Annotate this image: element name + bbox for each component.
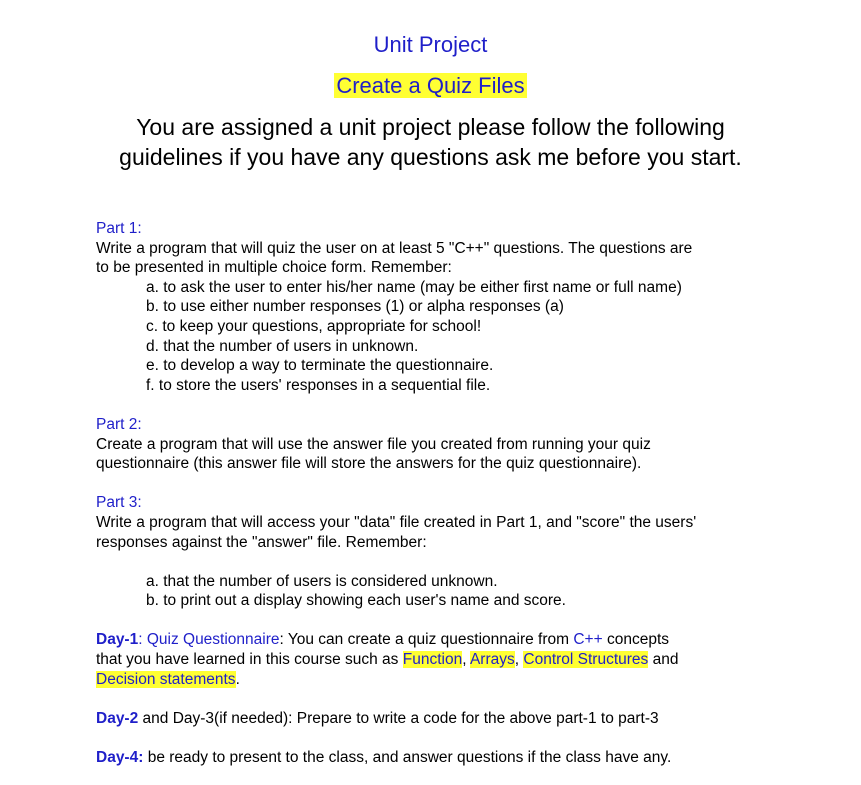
day1-line2-start: that you have learned in this course such as <box>96 651 403 669</box>
day4-line <box>96 748 796 768</box>
part1-item: c. to keep your questions, appropriate for school! <box>146 317 482 335</box>
part1-item: d. that the number of users in unknown. <box>146 337 419 355</box>
assignment-content <box>96 219 796 768</box>
page-title: Unit Project <box>373 32 488 57</box>
part3-heading: Part 3: <box>96 494 142 512</box>
part3-item: b. to print out a display showing each user's name and score. <box>146 592 566 610</box>
highlight-arrays: Arrays <box>469 651 515 669</box>
part1-item: a. to ask the user to enter his/her name (may be either first name or full name) <box>146 278 682 296</box>
day4-text: be ready to present to the class, and answer questions if the class have any. <box>143 749 672 767</box>
part1-item: f. to store the users' responses in a sequential file. <box>146 376 491 394</box>
page-subtitle-wrap <box>0 72 861 100</box>
day2-line <box>96 709 796 729</box>
part1-item: b. to use either number responses (1) or alpha responses (a) <box>146 298 564 316</box>
day1-comma: , <box>462 651 470 669</box>
day2-text: and Day-3(if needed): Prepare to write a code for the above part-1 to part-3 <box>138 709 659 727</box>
part1-list <box>96 278 796 396</box>
part2-heading: Part 2: <box>96 415 142 433</box>
day1-period: . <box>235 670 240 688</box>
part2-text-1: Create a program that will use the answer file you created from running your quiz <box>96 435 651 453</box>
day1-line-2 <box>96 650 796 670</box>
day1-topic: : Quiz Questionnaire <box>138 631 280 649</box>
part3-list <box>96 572 796 611</box>
part1-item: e. to develop a way to terminate the questionnaire. <box>146 357 494 375</box>
page-subtitle: Create a Quiz Files <box>336 73 525 98</box>
part1-text-1: Write a program that will quiz the user on at least 5 "C++" questions. The questions are <box>96 239 693 257</box>
part3-text-2: responses against the "answer" file. Remember: <box>96 533 427 551</box>
day1-label: Day-1 <box>96 631 139 649</box>
day1-line-3 <box>96 670 796 690</box>
part2-text-2: questionnaire (this answer file will store the answers for the quiz questionnaire). <box>96 455 642 473</box>
intro-line-2: guidelines if you have any questions ask me before you start. <box>119 144 742 170</box>
part3-item: a. that the number of users is considered unknown. <box>146 572 498 590</box>
highlight-control-structures: Control Structures <box>523 651 649 669</box>
part3-text-1: Write a program that will access your "data" file created in Part 1, and "score" the users' <box>96 513 697 531</box>
part1-text-2: to be presented in multiple choice form. Remember: <box>96 259 452 277</box>
highlight-function: Function <box>402 651 463 669</box>
day1-text2: concepts <box>602 631 670 649</box>
day2-label: Day-2 <box>96 709 139 727</box>
day4-label: Day-4: <box>96 749 144 767</box>
intro <box>0 112 861 172</box>
day1-cpp: C++ <box>573 631 603 649</box>
highlight-decision-statements: Decision statements <box>96 670 236 688</box>
intro-line-1: You are assigned a unit project please follow the following <box>136 114 725 140</box>
day1-comma2: , <box>514 651 524 669</box>
day1-and: and <box>648 651 679 669</box>
day1-text: : You can create a quiz questionnaire from <box>279 631 574 649</box>
part1-heading: Part 1: <box>96 220 142 237</box>
day1-line-1 <box>96 630 796 650</box>
